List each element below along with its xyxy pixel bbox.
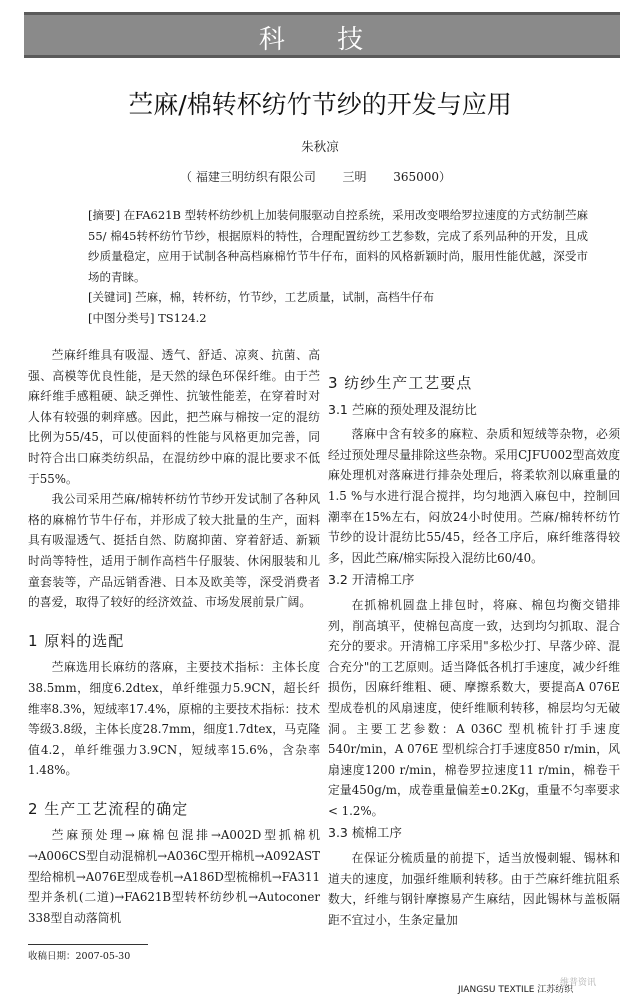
footnote-rule xyxy=(28,944,148,945)
left-column xyxy=(28,345,320,928)
subsection-3-1-heading: 3.1 苎麻的预处理及混纺比 xyxy=(328,401,477,417)
subsection-3-2-paragraph: 在抓棉机圆盘上排包时，将麻、棉包均衡交错排列，削高填平，使棉包高度一致，达到均匀抓取、混合充分的要求。开清棉工序采用"多松少打、早落少碎、混合充分"的工艺原则。适当降低各机打手速度，减少纤维损伤，因麻纤维粗、硬、摩擦系数大，要提高A 076E 型成卷机的风扇速度，使纤维顺利转移，棉层均匀无破洞。主要工艺参数：A 036C 型机梳针打手速度540r/min，A 076E 型机综合打手速度850 r/min，风扇速度1200 r/min，棉卷罗拉速度11 r/min，棉卷干定量450g/m，成卷重量偏差±0.2Kg，重量不匀率要求< 1.2%。 xyxy=(328,597,620,818)
right-column xyxy=(328,345,620,930)
received-date: 收稿日期：2007-05-30 xyxy=(28,951,131,962)
journal-name: JIANGSU TEXTILE 江苏纺织 xyxy=(458,985,574,995)
subsection-3-3-heading: 3.3 梳棉工序 xyxy=(328,825,402,841)
intro-paragraph-2: 我公司采用苎麻/棉转杯纺竹节纱开发试制了各种风格的麻棉竹节牛仔布，并形成了较大批量的生产，面料具有吸湿透气、挺括自然、防腐抑菌、穿着舒适、新颖时尚等特性，适用于制作高档牛仔服装、休闲服装和儿童套装等，产品远销香港、日本及欧美等，深受消费者的喜爱，取得了较好的经济效益、市场发展前景广阔。 xyxy=(28,492,320,610)
section-2-paragraph: 苎麻预处理→麻棉包混排→A002D型抓棉机→A006CS型自动混棉机→A036C型开棉机→A092AST型给棉机→A076E型成卷机→A186D型梳棉机→FA311型并条机(二道)→FA621B型转杯纺纱机→Autoconer 338型自动落筒机 xyxy=(28,828,320,925)
author-name: 朱秋凉 xyxy=(301,139,339,154)
section-label: 科 技 xyxy=(258,25,386,55)
intro-paragraph-1: 苎麻纤维具有吸湿、透气、舒适、凉爽、抗菌、高强、高模等优良性能，是天然的绿色环保纤维。由于苎麻纤维手感粗硬、缺乏弹性、抗皱性能差，在穿着时对人体有较强的刺痒感。因此，把苎麻与棉按一定的混纺比例为55/45，可以使面料的性能与风格更加完善，同时符合出口麻类纺织品，在混纺纱中麻的混比要求不低于55%。 xyxy=(28,348,320,486)
abstract-text: [摘要] 在FA621B 型转杯纺纱机上加装伺服驱动自控系统，采用改变喂给罗拉速度的方式纺制苎麻55/ 棉45转杯纺竹节纱，根据原料的特性，合理配置纺纱工艺参数，完成了系列品种的开发，且成纱质量稳定，应用于试制各种高档麻棉竹节牛仔布，面料的风格新颖时尚，服用性能优越，深受市场的青睐。 xyxy=(88,208,588,284)
section-1-paragraph: 苎麻选用长麻纺的落麻，主要技术指标：主体长度38.5mm，细度6.2dtex，单纤维强力5.9CN，超长纤维率8.3%，短绒率17.4%，原棉的主要技术指标：技术等级3.8级，主体长度28.7mm，细度1.7dtex，马克隆值4.2，单纤维强力3.9CN，短绒率15.6%，含杂率1.48%。 xyxy=(28,660,320,778)
subsection-3-3-paragraph: 在保证分梳质量的前提下，适当放慢刺辊、锡林和道夫的速度，加强纤维顺利转移。由于苎麻纤维抗阻系数大，纤维与钢针摩擦易产生麻结，因此锡林与盖板隔距不宜过小，生条定量加 xyxy=(328,851,620,927)
section-1-heading: 1 原料的选配 xyxy=(28,631,125,650)
section-header-bar xyxy=(24,12,620,58)
subsection-3-2-heading: 3.2 开清棉工序 xyxy=(328,572,415,588)
article-title: 苎麻/棉转杯纺竹节纱的开发与应用 xyxy=(128,90,512,119)
abstract-block xyxy=(88,205,588,328)
section-3-heading: 3 纺纱生产工艺要点 xyxy=(328,374,473,392)
affiliation: （ 福建三明纺织有限公司 三明 365000） xyxy=(180,170,452,184)
subsection-3-1-paragraph: 落麻中含有较多的麻粒、杂质和短绒等杂物，必须经过预处理尽量排除这些杂物。采用CJFU002型高效度麻处理机对落麻进行排杂处理后，将柔软剂以麻重量的1.5 %与水进行混合搅拌，均匀地洒入麻包中，控制回潮率在15%左右，闷放24小时使用。苎麻/棉转杯纺竹节纱的设计混纺比55/45，经各工序后，麻纤维落得较多，因此苎麻/棉实际投入混纺比60/40。 xyxy=(328,427,620,565)
section-2-heading: 2 生产工艺流程的确定 xyxy=(28,799,189,818)
watermark: 维普资讯 xyxy=(560,978,597,988)
classification-number: [中图分类号] TS124.2 xyxy=(88,310,207,325)
keywords: [关键词] 苎麻，棉，转杯纺，竹节纱，工艺质量，试制，高档牛仔布 xyxy=(88,290,435,304)
